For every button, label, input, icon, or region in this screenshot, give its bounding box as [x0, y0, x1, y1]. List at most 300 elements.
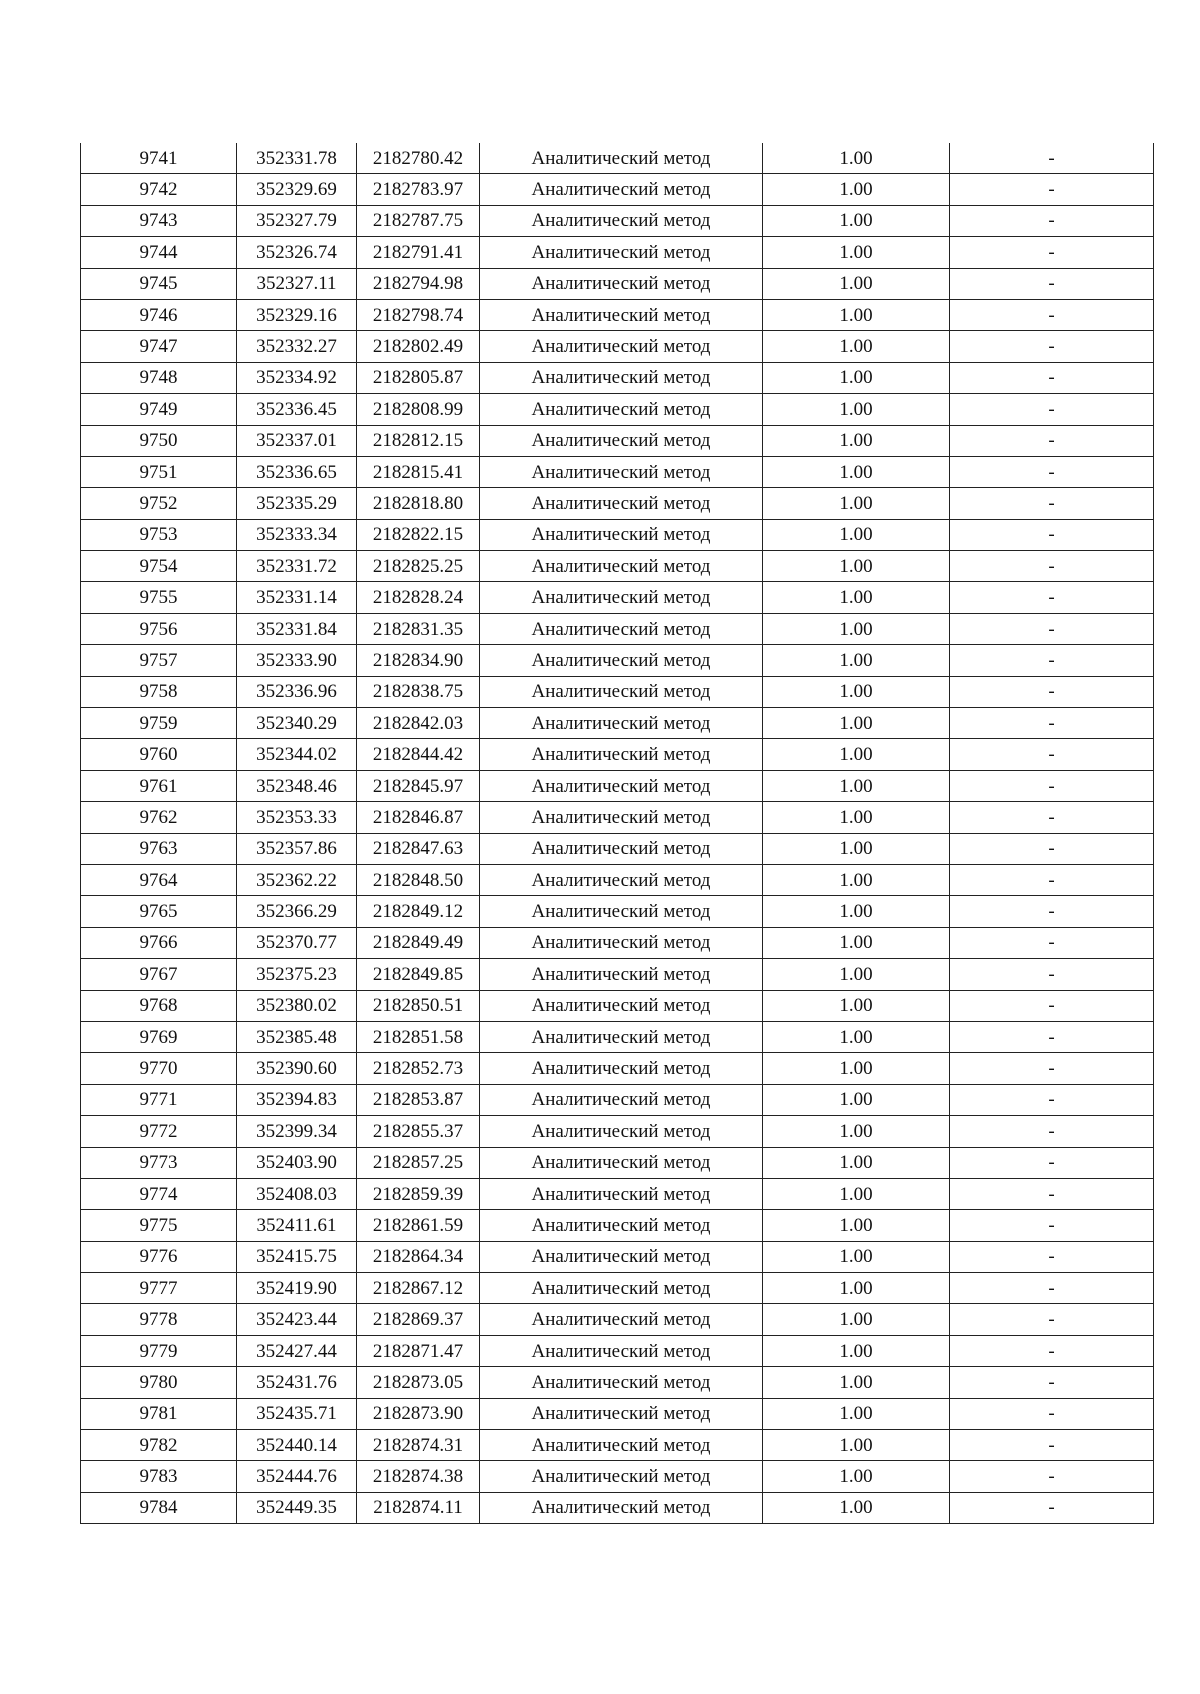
- point-number-cell: 9765: [81, 896, 237, 927]
- description-cell: -: [950, 1367, 1154, 1398]
- x-coordinate-cell: 352333.90: [237, 645, 357, 676]
- y-coordinate-cell: 2182798.74: [357, 299, 480, 330]
- description-cell: -: [950, 1241, 1154, 1272]
- y-coordinate-cell: 2182871.47: [357, 1335, 480, 1366]
- point-number-cell: 9762: [81, 802, 237, 833]
- y-coordinate-cell: 2182812.15: [357, 425, 480, 456]
- table-row: [81, 1241, 1154, 1272]
- table-row: [81, 268, 1154, 299]
- point-number-cell: 9744: [81, 237, 237, 268]
- x-coordinate-cell: 352336.45: [237, 394, 357, 425]
- accuracy-cell: 1.00: [763, 864, 950, 895]
- table-row: [81, 1430, 1154, 1461]
- accuracy-cell: 1.00: [763, 990, 950, 1021]
- table-row: [81, 394, 1154, 425]
- accuracy-cell: 1.00: [763, 1178, 950, 1209]
- method-cell: Аналитический метод: [480, 1304, 763, 1335]
- y-coordinate-cell: 2182818.80: [357, 488, 480, 519]
- description-cell: -: [950, 833, 1154, 864]
- method-cell: Аналитический метод: [480, 896, 763, 927]
- table-row: [81, 770, 1154, 801]
- accuracy-cell: 1.00: [763, 1492, 950, 1523]
- accuracy-cell: 1.00: [763, 268, 950, 299]
- description-cell: -: [950, 1053, 1154, 1084]
- method-cell: Аналитический метод: [480, 645, 763, 676]
- method-cell: Аналитический метод: [480, 456, 763, 487]
- table-row: [81, 362, 1154, 393]
- method-cell: Аналитический метод: [480, 519, 763, 550]
- description-cell: -: [950, 676, 1154, 707]
- description-cell: -: [950, 959, 1154, 990]
- accuracy-cell: 1.00: [763, 1241, 950, 1272]
- table-row: [81, 739, 1154, 770]
- x-coordinate-cell: 352331.14: [237, 582, 357, 613]
- y-coordinate-cell: 2182873.05: [357, 1367, 480, 1398]
- x-coordinate-cell: 352419.90: [237, 1273, 357, 1304]
- method-cell: Аналитический метод: [480, 205, 763, 236]
- accuracy-cell: 1.00: [763, 456, 950, 487]
- description-cell: -: [950, 425, 1154, 456]
- point-number-cell: 9750: [81, 425, 237, 456]
- description-cell: -: [950, 990, 1154, 1021]
- x-coordinate-cell: 352385.48: [237, 1021, 357, 1052]
- method-cell: Аналитический метод: [480, 1335, 763, 1366]
- table-row: [81, 425, 1154, 456]
- description-cell: -: [950, 1116, 1154, 1147]
- accuracy-cell: 1.00: [763, 362, 950, 393]
- y-coordinate-cell: 2182783.97: [357, 174, 480, 205]
- point-number-cell: 9784: [81, 1492, 237, 1523]
- x-coordinate-cell: 352335.29: [237, 488, 357, 519]
- point-number-cell: 9775: [81, 1210, 237, 1241]
- point-number-cell: 9754: [81, 551, 237, 582]
- description-cell: -: [950, 1021, 1154, 1052]
- table-row: [81, 331, 1154, 362]
- method-cell: Аналитический метод: [480, 864, 763, 895]
- description-cell: -: [950, 1430, 1154, 1461]
- table-row: [81, 143, 1154, 174]
- table-row: [81, 1147, 1154, 1178]
- accuracy-cell: 1.00: [763, 896, 950, 927]
- point-number-cell: 9768: [81, 990, 237, 1021]
- table-row: [81, 645, 1154, 676]
- y-coordinate-cell: 2182859.39: [357, 1178, 480, 1209]
- table-row: [81, 802, 1154, 833]
- y-coordinate-cell: 2182873.90: [357, 1398, 480, 1429]
- point-number-cell: 9748: [81, 362, 237, 393]
- table-row: [81, 1273, 1154, 1304]
- accuracy-cell: 1.00: [763, 1461, 950, 1492]
- point-number-cell: 9773: [81, 1147, 237, 1178]
- point-number-cell: 9757: [81, 645, 237, 676]
- method-cell: Аналитический метод: [480, 676, 763, 707]
- accuracy-cell: 1.00: [763, 676, 950, 707]
- description-cell: -: [950, 205, 1154, 236]
- y-coordinate-cell: 2182825.25: [357, 551, 480, 582]
- table-row: [81, 456, 1154, 487]
- description-cell: -: [950, 1398, 1154, 1429]
- y-coordinate-cell: 2182849.49: [357, 927, 480, 958]
- description-cell: -: [950, 927, 1154, 958]
- method-cell: Аналитический метод: [480, 268, 763, 299]
- y-coordinate-cell: 2182853.87: [357, 1084, 480, 1115]
- accuracy-cell: 1.00: [763, 613, 950, 644]
- point-number-cell: 9779: [81, 1335, 237, 1366]
- y-coordinate-cell: 2182849.12: [357, 896, 480, 927]
- y-coordinate-cell: 2182822.15: [357, 519, 480, 550]
- point-number-cell: 9776: [81, 1241, 237, 1272]
- y-coordinate-cell: 2182844.42: [357, 739, 480, 770]
- x-coordinate-cell: 352431.76: [237, 1367, 357, 1398]
- method-cell: Аналитический метод: [480, 1053, 763, 1084]
- accuracy-cell: 1.00: [763, 770, 950, 801]
- y-coordinate-cell: 2182815.41: [357, 456, 480, 487]
- point-number-cell: 9771: [81, 1084, 237, 1115]
- table-row: [81, 1084, 1154, 1115]
- x-coordinate-cell: 352337.01: [237, 425, 357, 456]
- x-coordinate-cell: 352408.03: [237, 1178, 357, 1209]
- description-cell: -: [950, 1492, 1154, 1523]
- point-number-cell: 9758: [81, 676, 237, 707]
- accuracy-cell: 1.00: [763, 1053, 950, 1084]
- accuracy-cell: 1.00: [763, 739, 950, 770]
- accuracy-cell: 1.00: [763, 1210, 950, 1241]
- y-coordinate-cell: 2182842.03: [357, 708, 480, 739]
- x-coordinate-cell: 352333.34: [237, 519, 357, 550]
- description-cell: -: [950, 1304, 1154, 1335]
- x-coordinate-cell: 352399.34: [237, 1116, 357, 1147]
- description-cell: -: [950, 143, 1154, 174]
- method-cell: Аналитический метод: [480, 425, 763, 456]
- x-coordinate-cell: 352353.33: [237, 802, 357, 833]
- description-cell: -: [950, 268, 1154, 299]
- table-row: [81, 896, 1154, 927]
- point-number-cell: 9763: [81, 833, 237, 864]
- table-row: [81, 1367, 1154, 1398]
- y-coordinate-cell: 2182831.35: [357, 613, 480, 644]
- y-coordinate-cell: 2182852.73: [357, 1053, 480, 1084]
- accuracy-cell: 1.00: [763, 708, 950, 739]
- coordinates-table: [80, 143, 1154, 1524]
- method-cell: Аналитический метод: [480, 1210, 763, 1241]
- y-coordinate-cell: 2182850.51: [357, 990, 480, 1021]
- method-cell: Аналитический метод: [480, 1241, 763, 1272]
- y-coordinate-cell: 2182828.24: [357, 582, 480, 613]
- method-cell: Аналитический метод: [480, 143, 763, 174]
- point-number-cell: 9780: [81, 1367, 237, 1398]
- point-number-cell: 9761: [81, 770, 237, 801]
- y-coordinate-cell: 2182861.59: [357, 1210, 480, 1241]
- y-coordinate-cell: 2182838.75: [357, 676, 480, 707]
- description-cell: -: [950, 394, 1154, 425]
- method-cell: Аналитический метод: [480, 331, 763, 362]
- table-row: [81, 708, 1154, 739]
- table-row: [81, 1304, 1154, 1335]
- point-number-cell: 9764: [81, 864, 237, 895]
- method-cell: Аналитический метод: [480, 1021, 763, 1052]
- accuracy-cell: 1.00: [763, 645, 950, 676]
- table-row: [81, 237, 1154, 268]
- x-coordinate-cell: 352329.69: [237, 174, 357, 205]
- table-row: [81, 551, 1154, 582]
- accuracy-cell: 1.00: [763, 1084, 950, 1115]
- accuracy-cell: 1.00: [763, 1273, 950, 1304]
- x-coordinate-cell: 352449.35: [237, 1492, 357, 1523]
- method-cell: Аналитический метод: [480, 1273, 763, 1304]
- accuracy-cell: 1.00: [763, 1021, 950, 1052]
- x-coordinate-cell: 352331.72: [237, 551, 357, 582]
- table-row: [81, 927, 1154, 958]
- description-cell: -: [950, 456, 1154, 487]
- method-cell: Аналитический метод: [480, 488, 763, 519]
- table-row: [81, 1492, 1154, 1523]
- y-coordinate-cell: 2182869.37: [357, 1304, 480, 1335]
- accuracy-cell: 1.00: [763, 1116, 950, 1147]
- point-number-cell: 9760: [81, 739, 237, 770]
- table-row: [81, 613, 1154, 644]
- description-cell: -: [950, 802, 1154, 833]
- table-row: [81, 582, 1154, 613]
- y-coordinate-cell: 2182874.11: [357, 1492, 480, 1523]
- accuracy-cell: 1.00: [763, 551, 950, 582]
- x-coordinate-cell: 352423.44: [237, 1304, 357, 1335]
- accuracy-cell: 1.00: [763, 519, 950, 550]
- accuracy-cell: 1.00: [763, 488, 950, 519]
- x-coordinate-cell: 352332.27: [237, 331, 357, 362]
- x-coordinate-cell: 352344.02: [237, 739, 357, 770]
- description-cell: -: [950, 174, 1154, 205]
- accuracy-cell: 1.00: [763, 833, 950, 864]
- description-cell: -: [950, 1210, 1154, 1241]
- point-number-cell: 9752: [81, 488, 237, 519]
- accuracy-cell: 1.00: [763, 927, 950, 958]
- y-coordinate-cell: 2182849.85: [357, 959, 480, 990]
- y-coordinate-cell: 2182851.58: [357, 1021, 480, 1052]
- method-cell: Аналитический метод: [480, 174, 763, 205]
- method-cell: Аналитический метод: [480, 1367, 763, 1398]
- method-cell: Аналитический метод: [480, 551, 763, 582]
- accuracy-cell: 1.00: [763, 582, 950, 613]
- x-coordinate-cell: 352357.86: [237, 833, 357, 864]
- y-coordinate-cell: 2182780.42: [357, 143, 480, 174]
- accuracy-cell: 1.00: [763, 205, 950, 236]
- x-coordinate-cell: 352394.83: [237, 1084, 357, 1115]
- method-cell: Аналитический метод: [480, 1147, 763, 1178]
- method-cell: Аналитический метод: [480, 613, 763, 644]
- y-coordinate-cell: 2182791.41: [357, 237, 480, 268]
- y-coordinate-cell: 2182834.90: [357, 645, 480, 676]
- table-row: [81, 1021, 1154, 1052]
- x-coordinate-cell: 352370.77: [237, 927, 357, 958]
- accuracy-cell: 1.00: [763, 1430, 950, 1461]
- x-coordinate-cell: 352327.11: [237, 268, 357, 299]
- x-coordinate-cell: 352444.76: [237, 1461, 357, 1492]
- point-number-cell: 9783: [81, 1461, 237, 1492]
- point-number-cell: 9759: [81, 708, 237, 739]
- x-coordinate-cell: 352331.78: [237, 143, 357, 174]
- x-coordinate-cell: 352336.65: [237, 456, 357, 487]
- y-coordinate-cell: 2182847.63: [357, 833, 480, 864]
- description-cell: -: [950, 770, 1154, 801]
- y-coordinate-cell: 2182857.25: [357, 1147, 480, 1178]
- description-cell: -: [950, 708, 1154, 739]
- y-coordinate-cell: 2182846.87: [357, 802, 480, 833]
- y-coordinate-cell: 2182802.49: [357, 331, 480, 362]
- table-row: [81, 1335, 1154, 1366]
- method-cell: Аналитический метод: [480, 739, 763, 770]
- x-coordinate-cell: 352334.92: [237, 362, 357, 393]
- table-row: [81, 1461, 1154, 1492]
- description-cell: -: [950, 237, 1154, 268]
- x-coordinate-cell: 352340.29: [237, 708, 357, 739]
- table-row: [81, 959, 1154, 990]
- description-cell: -: [950, 299, 1154, 330]
- point-number-cell: 9781: [81, 1398, 237, 1429]
- point-number-cell: 9751: [81, 456, 237, 487]
- description-cell: -: [950, 1461, 1154, 1492]
- table-row: [81, 519, 1154, 550]
- x-coordinate-cell: 352435.71: [237, 1398, 357, 1429]
- point-number-cell: 9747: [81, 331, 237, 362]
- point-number-cell: 9749: [81, 394, 237, 425]
- description-cell: -: [950, 864, 1154, 895]
- description-cell: -: [950, 739, 1154, 770]
- y-coordinate-cell: 2182864.34: [357, 1241, 480, 1272]
- accuracy-cell: 1.00: [763, 1367, 950, 1398]
- accuracy-cell: 1.00: [763, 394, 950, 425]
- x-coordinate-cell: 352326.74: [237, 237, 357, 268]
- point-number-cell: 9766: [81, 927, 237, 958]
- x-coordinate-cell: 352411.61: [237, 1210, 357, 1241]
- description-cell: -: [950, 488, 1154, 519]
- x-coordinate-cell: 352327.79: [237, 205, 357, 236]
- point-number-cell: 9756: [81, 613, 237, 644]
- point-number-cell: 9767: [81, 959, 237, 990]
- point-number-cell: 9774: [81, 1178, 237, 1209]
- accuracy-cell: 1.00: [763, 174, 950, 205]
- table-row: [81, 299, 1154, 330]
- description-cell: -: [950, 1178, 1154, 1209]
- accuracy-cell: 1.00: [763, 802, 950, 833]
- y-coordinate-cell: 2182874.38: [357, 1461, 480, 1492]
- x-coordinate-cell: 352348.46: [237, 770, 357, 801]
- description-cell: -: [950, 896, 1154, 927]
- table-row: [81, 1398, 1154, 1429]
- method-cell: Аналитический метод: [480, 770, 763, 801]
- coordinates-table-body: [81, 143, 1154, 1524]
- method-cell: Аналитический метод: [480, 708, 763, 739]
- description-cell: -: [950, 613, 1154, 644]
- description-cell: -: [950, 1273, 1154, 1304]
- x-coordinate-cell: 352415.75: [237, 1241, 357, 1272]
- description-cell: -: [950, 362, 1154, 393]
- point-number-cell: 9753: [81, 519, 237, 550]
- table-row: [81, 205, 1154, 236]
- x-coordinate-cell: 352331.84: [237, 613, 357, 644]
- description-cell: -: [950, 331, 1154, 362]
- accuracy-cell: 1.00: [763, 299, 950, 330]
- method-cell: Аналитический метод: [480, 1492, 763, 1523]
- table-row: [81, 833, 1154, 864]
- y-coordinate-cell: 2182848.50: [357, 864, 480, 895]
- accuracy-cell: 1.00: [763, 1335, 950, 1366]
- method-cell: Аналитический метод: [480, 927, 763, 958]
- y-coordinate-cell: 2182808.99: [357, 394, 480, 425]
- accuracy-cell: 1.00: [763, 959, 950, 990]
- description-cell: -: [950, 551, 1154, 582]
- y-coordinate-cell: 2182874.31: [357, 1430, 480, 1461]
- y-coordinate-cell: 2182787.75: [357, 205, 480, 236]
- point-number-cell: 9745: [81, 268, 237, 299]
- table-row: [81, 676, 1154, 707]
- point-number-cell: 9741: [81, 143, 237, 174]
- table-row: [81, 174, 1154, 205]
- x-coordinate-cell: 352390.60: [237, 1053, 357, 1084]
- x-coordinate-cell: 352380.02: [237, 990, 357, 1021]
- accuracy-cell: 1.00: [763, 331, 950, 362]
- point-number-cell: 9743: [81, 205, 237, 236]
- table-row: [81, 1178, 1154, 1209]
- accuracy-cell: 1.00: [763, 143, 950, 174]
- table-row: [81, 1116, 1154, 1147]
- point-number-cell: 9777: [81, 1273, 237, 1304]
- accuracy-cell: 1.00: [763, 1304, 950, 1335]
- y-coordinate-cell: 2182867.12: [357, 1273, 480, 1304]
- method-cell: Аналитический метод: [480, 299, 763, 330]
- table-row: [81, 1053, 1154, 1084]
- x-coordinate-cell: 352440.14: [237, 1430, 357, 1461]
- x-coordinate-cell: 352403.90: [237, 1147, 357, 1178]
- point-number-cell: 9755: [81, 582, 237, 613]
- table-row: [81, 864, 1154, 895]
- x-coordinate-cell: 352362.22: [237, 864, 357, 895]
- method-cell: Аналитический метод: [480, 1398, 763, 1429]
- table-row: [81, 990, 1154, 1021]
- point-number-cell: 9772: [81, 1116, 237, 1147]
- point-number-cell: 9742: [81, 174, 237, 205]
- description-cell: -: [950, 1084, 1154, 1115]
- description-cell: -: [950, 645, 1154, 676]
- method-cell: Аналитический метод: [480, 1084, 763, 1115]
- method-cell: Аналитический метод: [480, 990, 763, 1021]
- method-cell: Аналитический метод: [480, 1116, 763, 1147]
- method-cell: Аналитический метод: [480, 1430, 763, 1461]
- description-cell: -: [950, 1335, 1154, 1366]
- point-number-cell: 9769: [81, 1021, 237, 1052]
- method-cell: Аналитический метод: [480, 1461, 763, 1492]
- description-cell: -: [950, 1147, 1154, 1178]
- point-number-cell: 9746: [81, 299, 237, 330]
- description-cell: -: [950, 582, 1154, 613]
- y-coordinate-cell: 2182805.87: [357, 362, 480, 393]
- method-cell: Аналитический метод: [480, 237, 763, 268]
- x-coordinate-cell: 352375.23: [237, 959, 357, 990]
- table-row: [81, 1210, 1154, 1241]
- point-number-cell: 9778: [81, 1304, 237, 1335]
- x-coordinate-cell: 352329.16: [237, 299, 357, 330]
- accuracy-cell: 1.00: [763, 425, 950, 456]
- accuracy-cell: 1.00: [763, 1398, 950, 1429]
- x-coordinate-cell: 352336.96: [237, 676, 357, 707]
- method-cell: Аналитический метод: [480, 959, 763, 990]
- point-number-cell: 9770: [81, 1053, 237, 1084]
- accuracy-cell: 1.00: [763, 1147, 950, 1178]
- method-cell: Аналитический метод: [480, 362, 763, 393]
- description-cell: -: [950, 519, 1154, 550]
- method-cell: Аналитический метод: [480, 394, 763, 425]
- method-cell: Аналитический метод: [480, 802, 763, 833]
- accuracy-cell: 1.00: [763, 237, 950, 268]
